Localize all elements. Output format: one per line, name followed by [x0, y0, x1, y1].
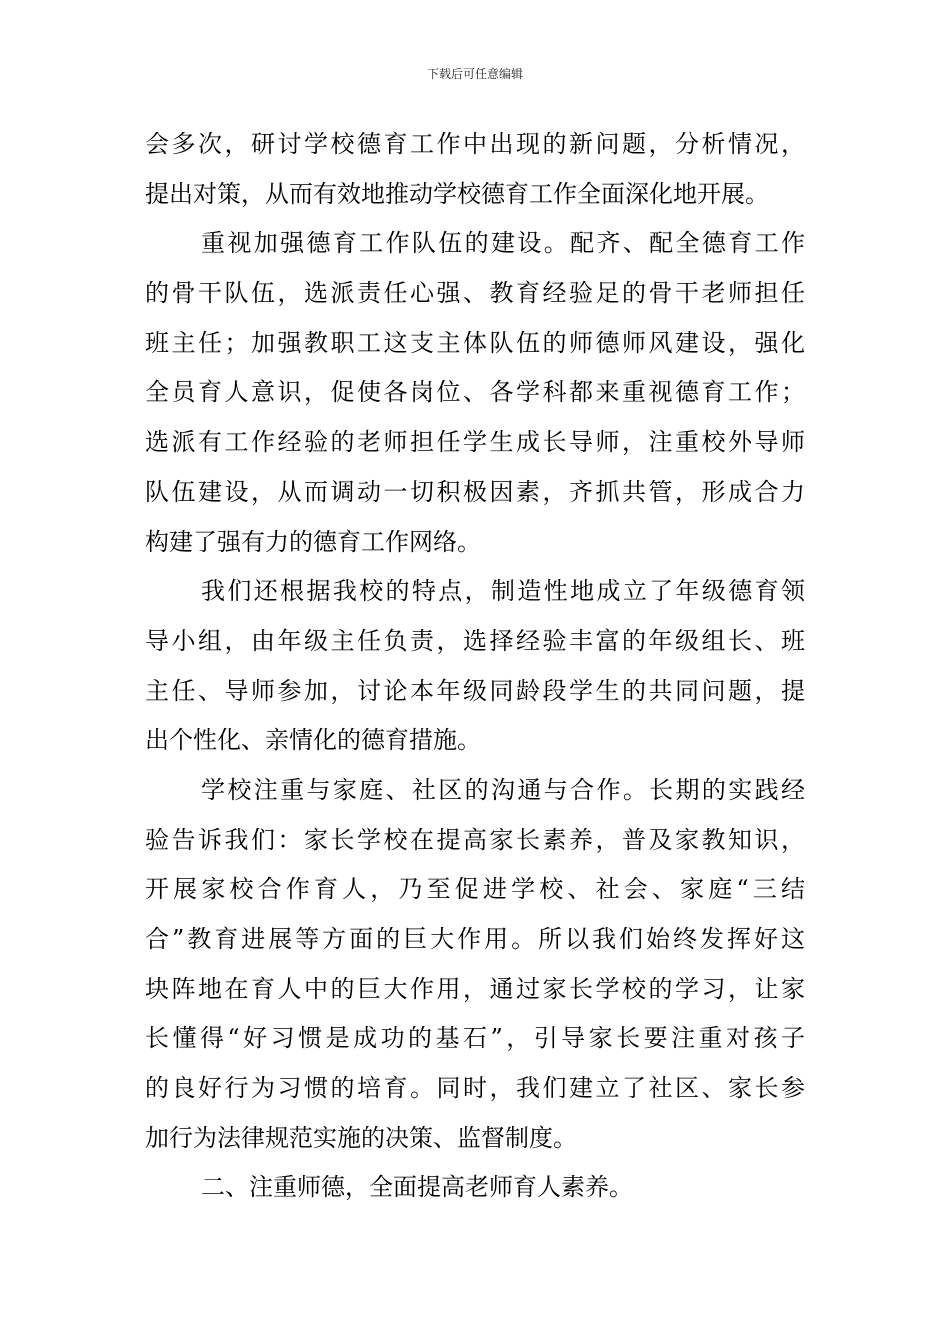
text-line: 主任、导师参加，讨论本年级同龄段学生的共同问题，提 — [145, 676, 805, 705]
text-line: 重视加强德育工作队伍的建设。配齐、配全德育工作 — [201, 229, 805, 258]
text-line: 提出对策，从而有效地推动学校德育工作全面深化地开展。 — [145, 179, 769, 208]
text-line: 会多次，研讨学校德育工作中出现的新问题，分析情况， — [145, 130, 805, 158]
document-body — [145, 128, 805, 1221]
text-line: 加行为法律规范实施的决策、监督制度。 — [145, 1123, 577, 1152]
text-line: 学校注重与家庭、社区的沟通与合作。长期的实践经 — [201, 775, 805, 804]
text-line: 全员育人意识，促使各岗位、各学科都来重视德育工作； — [145, 378, 805, 407]
text-line: 验告诉我们：家长学校在提高家长素养，普及家教知识， — [145, 825, 805, 854]
text-line: 二、注重师德，全面提高老师育人素养。 — [201, 1173, 633, 1202]
text-line: 选派有工作经验的老师担任学生成长导师，注重校外导师 — [145, 428, 805, 457]
text-line: 长懂得“好习惯是成功的基石”，引导家长要注重对孩子 — [145, 1024, 805, 1053]
text-line: 的良好行为习惯的培育。同时，我们建立了社区、家长参 — [145, 1074, 805, 1103]
page-header: 下载后可任意编辑 — [426, 67, 523, 81]
text-line: 班主任；加强教职工这支主体队伍的师德师风建设，强化 — [145, 328, 805, 357]
text-line: 出个性化、亲情化的德育措施。 — [145, 726, 481, 755]
text-line: 我们还根据我校的特点，制造性地成立了年级德育领 — [201, 577, 805, 606]
text-line: 构建了强有力的德育工作网络。 — [145, 527, 481, 556]
text-line: 开展家校合作育人，乃至促进学校、社会、家庭“三结 — [145, 875, 805, 904]
text-line: 的骨干队伍，选派责任心强、教育经验足的骨干老师担任 — [145, 279, 805, 308]
text-line: 导小组，由年级主任负责，选择经验丰富的年级组长、班 — [145, 626, 805, 655]
text-line: 队伍建设，从而调动一切积极因素，齐抓共管，形成合力 — [145, 477, 805, 506]
text-line: 合”教育进展等方面的巨大作用。所以我们始终发挥好这 — [145, 925, 805, 953]
text-line: 块阵地在育人中的巨大作用，通过家长学校的学习，让家 — [145, 974, 805, 1003]
